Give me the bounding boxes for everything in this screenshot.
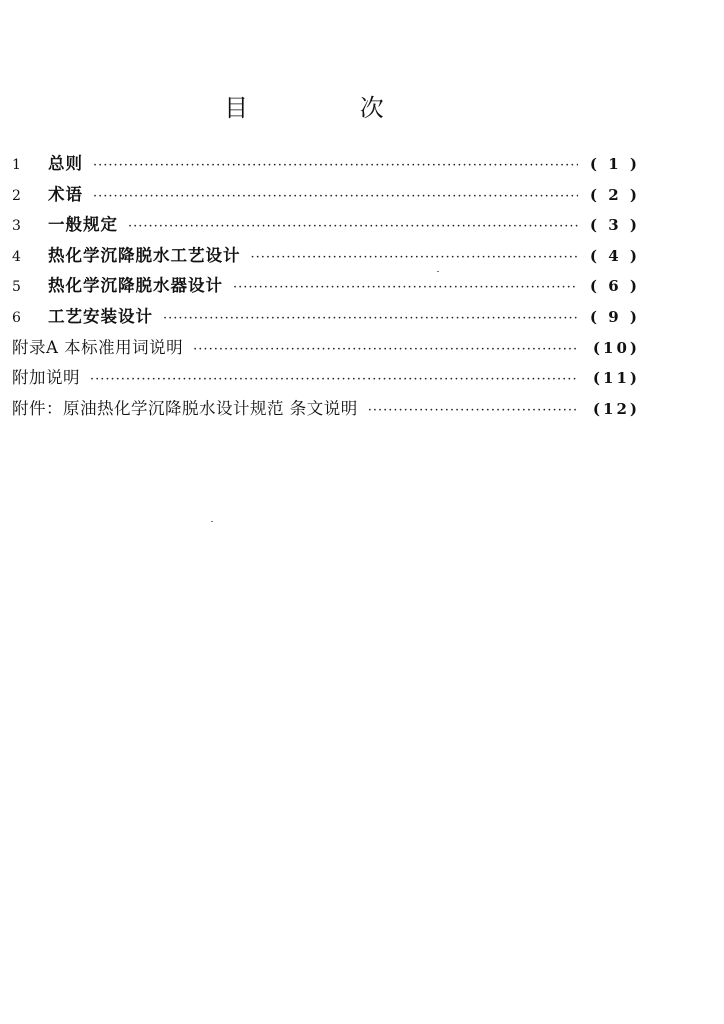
toc-entry-page: ( 2 ) [589, 185, 640, 204]
toc-dot-leader [251, 250, 579, 265]
toc-entry-number: 2 [12, 187, 21, 204]
toc-entry-label: 热化学沉降脱水器设计 [48, 276, 223, 296]
toc-entry [12, 334, 640, 365]
scan-speck [211, 521, 213, 522]
table-of-contents [12, 150, 640, 425]
toc-entry-number: 3 [12, 218, 21, 235]
toc-entry-label: 工艺安装设计 [48, 306, 153, 326]
toc-entry [12, 395, 640, 426]
toc-entry-page: ( 1 ) [589, 155, 640, 173]
toc-entry-number: 1 [12, 157, 21, 173]
toc-entry-page: ( 9 ) [589, 307, 640, 326]
toc-entry-label: 总则 [48, 154, 83, 173]
scan-speck [437, 271, 439, 272]
toc-dot-leader [90, 372, 578, 387]
toc-dot-leader [368, 403, 578, 418]
toc-entry-label: 附录A 本标准用词说明 [12, 337, 184, 357]
toc-dot-leader [128, 219, 578, 234]
toc-entry [12, 272, 640, 303]
toc-entry-label: 术语 [48, 184, 83, 204]
toc-entry-number: 6 [12, 309, 21, 326]
toc-entry [12, 364, 640, 395]
toc-entry-label: 热化学沉降脱水工艺设计 [48, 245, 241, 265]
toc-dot-leader [193, 342, 578, 357]
toc-entry-page: (10) [592, 338, 640, 357]
toc-dot-leader [163, 311, 578, 326]
toc-entry-page: (11) [592, 369, 640, 388]
toc-entry-label: 一般规定 [48, 215, 118, 235]
toc-entry-page: ( 4 ) [589, 246, 640, 265]
toc-entry [12, 150, 640, 181]
toc-entry-number: 4 [12, 248, 21, 265]
toc-dot-leader [93, 158, 578, 173]
toc-dot-leader [93, 189, 578, 204]
toc-entry [12, 242, 640, 273]
toc-entry-page: ( 6 ) [589, 277, 640, 296]
toc-dot-leader [233, 280, 578, 295]
toc-entry-page: (12) [592, 399, 640, 418]
page-title: 目 次 [224, 94, 436, 122]
toc-entry-label: 附件：原油热化学沉降脱水设计规范 条文说明 [12, 398, 358, 418]
toc-entry [12, 211, 640, 242]
toc-entry-page: ( 3 ) [589, 216, 640, 235]
toc-entry [12, 181, 640, 212]
toc-entry-number: 5 [12, 279, 21, 296]
toc-entry [12, 303, 640, 334]
toc-entry-label: 附加说明 [12, 368, 80, 388]
